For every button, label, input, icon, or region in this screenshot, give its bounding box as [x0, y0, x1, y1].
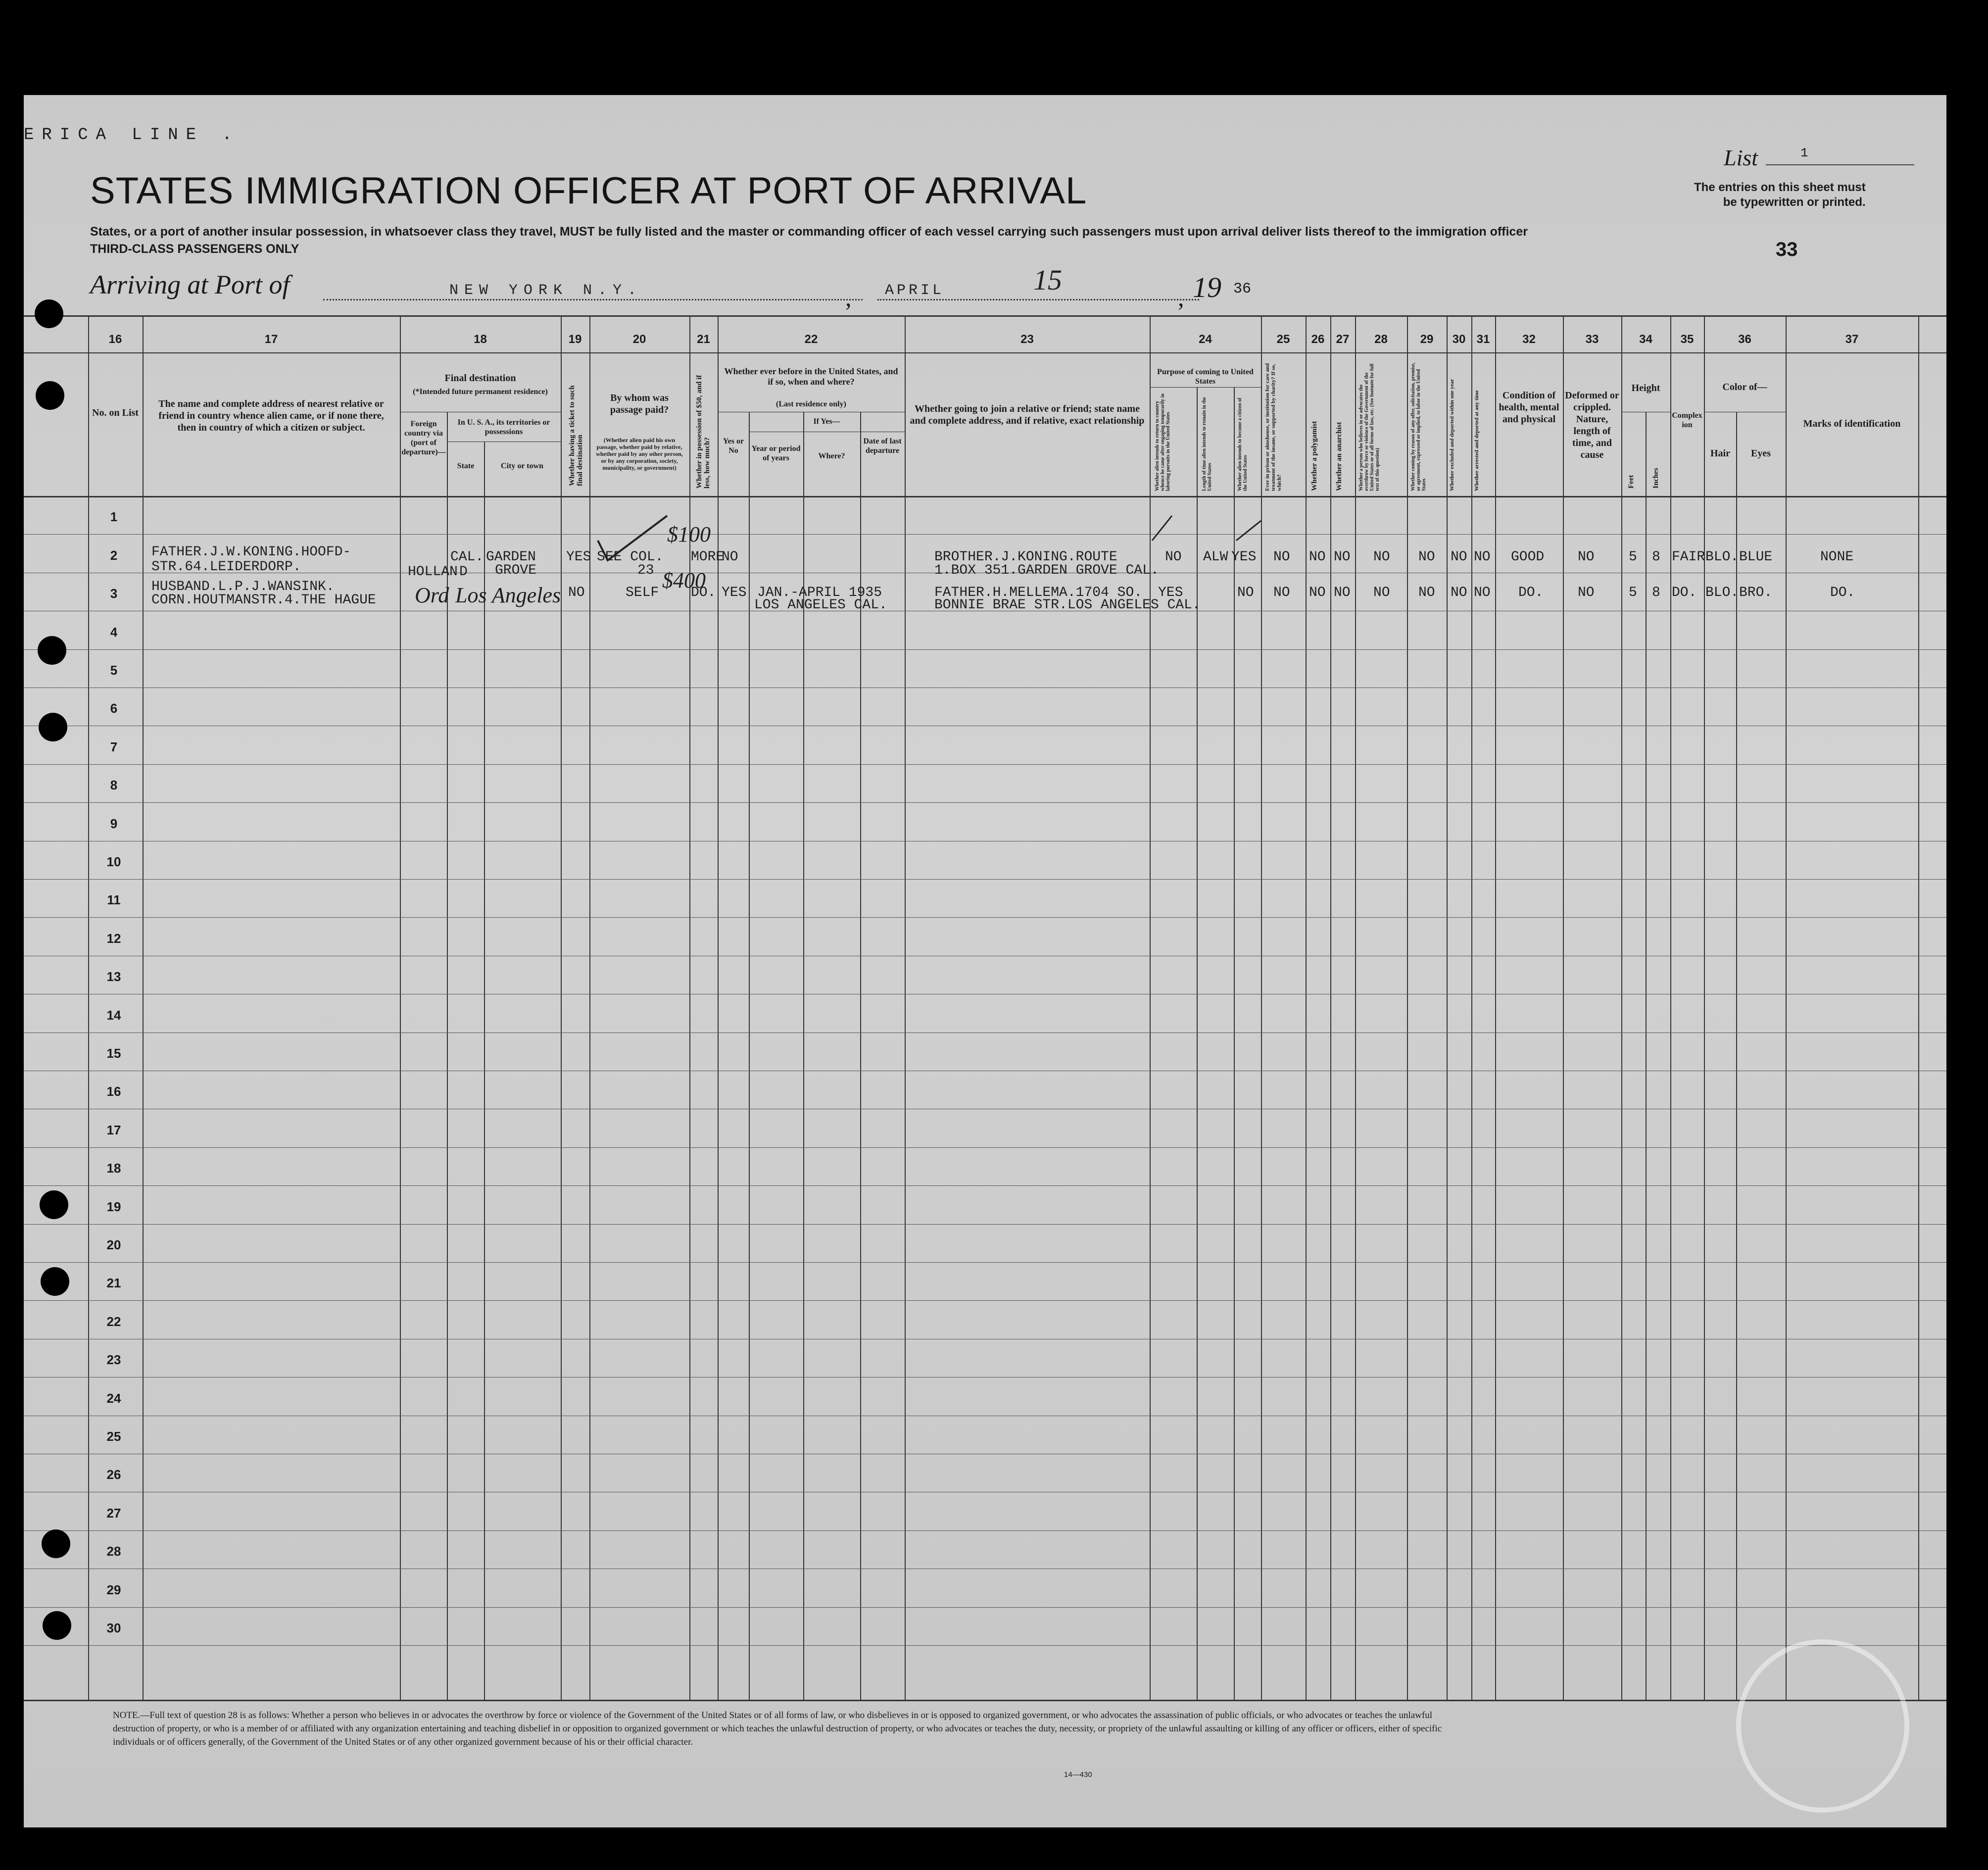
header-hair: Hair	[1710, 448, 1730, 459]
row-divider	[24, 1147, 1946, 1148]
row1-q30: NO	[1451, 549, 1467, 565]
instructions	[1694, 180, 1866, 210]
arriving-label: Arriving at Port of	[90, 270, 290, 299]
row1-q26: NO	[1309, 549, 1326, 565]
header-height: Height	[1631, 383, 1660, 394]
col-num-23: 23	[1020, 333, 1034, 346]
table-top-border	[24, 315, 1946, 317]
row2-q28: NO	[1373, 585, 1390, 600]
row2-health: DO.	[1518, 585, 1544, 600]
row1-q28: NO	[1373, 549, 1390, 565]
row1-deformed: NO	[1578, 549, 1595, 565]
intro-text: States, or a port of another insular possession, in whatsoever class they travel, MUST be fully listed and the master or commanding officer of each vessel carrying such passengers must upon arrival deliver lists thereof to the immigration officer	[90, 225, 1528, 239]
row2-feet: 5	[1629, 585, 1637, 600]
row1-city-line2: GROVE	[495, 563, 537, 578]
row1-foreign-country: HOLLAN	[408, 564, 458, 580]
row-number: 3	[110, 586, 118, 601]
steamship-line-name: ERICA LINE .	[24, 126, 240, 145]
row2-paid-by: SELF	[626, 585, 659, 600]
row-number: 14	[106, 1007, 121, 1023]
row-number: 8	[110, 778, 118, 793]
header-passage-paid-note: (Whether alien paid his own passage, whether paid by relative, whether paid by any other person, or by any corporation, society, municipality, or government)	[596, 437, 683, 471]
header-foreign-country: Foreign country via (port of departure)—	[401, 420, 446, 456]
header-anarchist: Whether an anarchist	[1335, 422, 1343, 491]
row-number: 17	[106, 1122, 121, 1137]
punch-hole-icon	[43, 1611, 71, 1640]
header-color: Color of—	[1722, 382, 1767, 393]
row1-purpose-a: NO	[1165, 549, 1182, 565]
header-fifty-dollars: Whether in possession of $50, and if less, how much?	[695, 375, 711, 489]
row-divider	[24, 1262, 1946, 1263]
col-rule	[749, 412, 750, 1700]
row-number: 5	[110, 663, 118, 678]
punch-hole-icon	[36, 381, 64, 410]
punch-hole-icon	[41, 1267, 69, 1296]
row2-relative-line2: CORN.HOUTMANSTR.4.THE HAGUE	[151, 592, 376, 608]
row-number: 25	[106, 1429, 121, 1444]
row2-complexion: DO.	[1672, 585, 1697, 600]
row-divider	[24, 534, 1946, 535]
row1-relative-line1: FATHER.J.W.KONING.HOOFD-	[151, 544, 351, 560]
header-join-relative: Whether going to join a relative or friend; state name and complete address, and if relative, exact relationship	[910, 403, 1145, 426]
row-divider	[24, 879, 1946, 880]
row2-foreign-hand: Ord	[415, 583, 449, 607]
header-nearest-relative: The name and complete address of nearest relative or friend in country whence alien came, or if none there, then in country of which a citizen or subject.	[158, 398, 384, 433]
col-rule	[1234, 387, 1235, 1700]
year-suffix: 36	[1233, 281, 1252, 297]
row-number: 28	[106, 1544, 121, 1559]
row-number: 1	[110, 509, 118, 525]
row2-relative-line1: HUSBAND.L.P.J.WANSINK.	[151, 579, 335, 594]
row-divider	[24, 1224, 1946, 1225]
row1-paid-by: SEE COL.	[597, 549, 664, 565]
row-number: 9	[110, 816, 118, 831]
row1-city-line1: GARDEN	[486, 549, 536, 565]
col-num-30: 30	[1452, 333, 1466, 346]
footnote: NOTE.—Full text of question 28 is as follows: Whether a person who believes in or advocates the overthrow by force or violence of the Government of the United States or of all forms of law, or who disbelieves in or is opposed to organized government, or who advocates the assassination of public officials, or who advocates or teaches the unlawful destruction of property, or who is a member of or affiliated with any organization entertaining and teaching disbelief in or opposition to organized government or which teaches the unlawful destruction of property, or who advocates or teaches the duty, necessity, or propriety of the unlawful assaulting or killing of any officer or officers, either of specific individuals or of officers generally, of the Government of the United States or of any other organized government because of his or their official character.	[113, 1710, 1442, 1747]
row-number: 10	[106, 854, 121, 869]
header-where: Where?	[818, 452, 845, 460]
header-marks: Marks of identification	[1803, 418, 1901, 429]
header-excluded: Whether excluded and deported within one year	[1449, 379, 1455, 491]
col-num-16: 16	[108, 333, 122, 346]
row1-q25: NO	[1273, 549, 1290, 565]
header-yes-no: Yes or No	[723, 437, 744, 455]
col-rule	[1736, 412, 1737, 1700]
row2-inches: 8	[1652, 585, 1660, 600]
col-num-22: 22	[804, 333, 818, 346]
row1-purpose-c: YES	[1231, 549, 1257, 565]
row2-join-line1: FATHER.H.MELLEMA.1704 SO.	[934, 585, 1143, 600]
header-ticket: Whether having a ticket to such final destination	[568, 385, 584, 486]
passenger-class-label: THIRD-CLASS PASSENGERS ONLY	[90, 242, 299, 256]
row2-city-hand: Los Angeles	[455, 583, 561, 607]
row1-q27: NO	[1334, 549, 1351, 565]
checkmark-icon	[1147, 511, 1266, 545]
row2-q25: NO	[1273, 585, 1290, 600]
col-num-18: 18	[474, 333, 487, 346]
page-title: STATES IMMIGRATION OFFICER AT PORT OF ARRIVAL	[90, 170, 1087, 212]
col-num-34: 34	[1639, 333, 1652, 346]
header-health: Condition of health, mental and physical	[1499, 390, 1559, 425]
row-number: 20	[106, 1237, 121, 1252]
header-overthrow: Whether a person who believes in or advocates the overthrow by force or violence of the Government of the United States or of all forms of law, etc. (See footnote for full text of this question)	[1358, 363, 1380, 491]
header-complexion: Complexion	[1672, 411, 1702, 429]
header-ever-before: Whether ever before in the United States, and if so, when and where?	[724, 366, 898, 387]
col-num-21: 21	[697, 333, 710, 346]
col-num-20: 20	[632, 333, 646, 346]
row-divider	[24, 1185, 1946, 1186]
instructions-line-2: be typewritten or printed.	[1723, 196, 1866, 209]
row1-join-line2: 1.BOX 351.GARDEN GROVE CAL.	[934, 563, 1159, 578]
row2-money-hand: $400	[662, 568, 706, 592]
row2-purpose-c: NO	[1237, 585, 1254, 600]
header-purpose-return: Whether alien intends to return to country whence he came after engaging temporarily in laboring pursuits in the United States	[1155, 394, 1171, 491]
row1-eyes: BLUE	[1739, 549, 1773, 565]
col-num-19: 19	[568, 333, 582, 346]
row2-before-year: JAN.-APRIL 1935	[757, 585, 882, 600]
col-num-32: 32	[1522, 333, 1536, 346]
punch-hole-icon	[40, 1190, 68, 1219]
row1-purpose-b: ALW	[1203, 549, 1228, 565]
header-purpose: Purpose of coming to United States	[1157, 368, 1254, 386]
header-year-period: Year or period of years	[751, 444, 801, 462]
header-final-destination: Final destination	[444, 373, 516, 384]
col-num-25: 25	[1276, 333, 1290, 346]
row-number: 21	[106, 1276, 121, 1291]
row-number: 4	[110, 624, 118, 640]
instructions-line-1: The entries on this sheet must	[1694, 181, 1866, 194]
list-number: 1	[1800, 146, 1808, 160]
row-number: 27	[106, 1505, 121, 1521]
header-feet: Feet	[1627, 475, 1635, 489]
row-number: 18	[106, 1161, 121, 1176]
row1-state: CAL.	[450, 549, 484, 565]
row-number: 12	[106, 931, 121, 946]
col-num-33: 33	[1585, 333, 1599, 346]
row-number: 6	[110, 701, 118, 716]
row1-state-2: D	[459, 564, 468, 580]
list-underline	[1766, 164, 1914, 165]
row-number: 16	[106, 1084, 121, 1099]
row-number: 7	[110, 739, 118, 754]
comma-2: ,	[1178, 284, 1184, 311]
header-if-yes: If Yes—	[813, 417, 840, 426]
month-value: APRIL	[885, 282, 945, 299]
row1-before-yesno: NO	[722, 549, 738, 565]
row2-marks: DO.	[1830, 585, 1855, 600]
col-num-29: 29	[1420, 333, 1434, 346]
row-number: 11	[107, 892, 121, 908]
row2-q26: NO	[1309, 585, 1326, 600]
row2-deformed: NO	[1578, 585, 1595, 600]
col-num-24: 24	[1199, 333, 1212, 346]
punch-hole-icon	[35, 299, 63, 328]
port-value: NEW YORK N.Y.	[449, 282, 643, 299]
row2-purpose-a: YES	[1158, 585, 1183, 600]
form-number: 14—430	[1064, 1771, 1092, 1779]
row2-before-yesno: YES	[722, 585, 747, 600]
row-divider	[24, 1607, 1946, 1608]
row-number: 2	[110, 547, 118, 563]
row1-q29: NO	[1418, 549, 1435, 565]
col-num-17: 17	[264, 333, 278, 346]
row2-join-line2: BONNIE BRAE STR.LOS ANGELES CAL.	[934, 597, 1201, 613]
header-date-departure: Date of last departure	[863, 437, 902, 455]
checkmark-icon	[593, 511, 672, 565]
punch-hole-icon	[42, 1529, 70, 1558]
header-inches: Inches	[1652, 468, 1660, 489]
column-number-border	[24, 352, 1946, 353]
header-bottom-border	[24, 496, 1946, 497]
row-number: 24	[106, 1390, 121, 1406]
header-passage-paid: By whom was passage paid?	[610, 393, 669, 415]
row-number: 29	[106, 1582, 121, 1597]
col-num-37: 37	[1845, 333, 1859, 346]
row-divider	[24, 802, 1946, 803]
row-divider	[24, 649, 1946, 650]
col-num-36: 36	[1738, 333, 1751, 346]
punch-hole-icon	[38, 636, 66, 665]
col-num-35: 35	[1680, 333, 1694, 346]
row2-q29: NO	[1418, 585, 1435, 600]
col-num-31: 31	[1476, 333, 1490, 346]
port-field-line	[323, 299, 863, 300]
row1-paid-by-2: 23	[637, 563, 654, 578]
header-state: State	[457, 462, 475, 470]
row-number: 13	[106, 969, 121, 984]
row-number: 19	[106, 1199, 121, 1214]
row2-hair: BLO.	[1705, 585, 1739, 600]
row1-feet: 5	[1629, 549, 1637, 565]
row2-ticket: NO	[568, 585, 585, 600]
row-number: 30	[106, 1621, 121, 1635]
row1-money-hand: $100	[667, 522, 711, 546]
row1-marks: NONE	[1820, 549, 1854, 565]
row1-q31: NO	[1474, 549, 1491, 565]
manifest-sheet	[24, 95, 1946, 1827]
row2-before-where: LOS ANGELES CAL.	[754, 597, 887, 613]
row-divider	[24, 1300, 1946, 1301]
row2-q31: NO	[1474, 585, 1491, 600]
row-divider	[24, 764, 1946, 765]
col-num-28: 28	[1374, 333, 1388, 346]
comma-1: ,	[845, 284, 852, 311]
header-polygamist: Whether a polygamist	[1310, 421, 1318, 491]
sheet-number: 33	[1776, 239, 1798, 260]
header-last-residence: (Last residence only)	[776, 400, 846, 408]
header-eyes: Eyes	[1751, 448, 1771, 459]
list-label: List	[1724, 145, 1758, 170]
header-in-usa: In U. S. A., its territories or possessions	[457, 418, 550, 436]
col-num-27: 27	[1336, 333, 1350, 346]
row1-relative-line2: STR.64.LEIDERDORP.	[151, 559, 301, 575]
row-divider	[24, 1530, 1946, 1531]
header-final-destination-note: (*Intended future permanent residence)	[413, 388, 548, 396]
embossed-seal-icon	[1736, 1639, 1909, 1813]
col-num-26: 26	[1311, 333, 1325, 346]
row-number: 15	[106, 1046, 121, 1061]
row2-money: DO.	[691, 585, 716, 600]
row1-money: MORE	[691, 549, 725, 565]
row-divider	[24, 1377, 1946, 1378]
date-field-line	[877, 299, 1199, 300]
header-city: City or town	[501, 462, 543, 470]
row-number: 26	[106, 1467, 121, 1482]
punch-hole-icon	[39, 713, 67, 741]
row2-q27: NO	[1334, 585, 1351, 600]
header-purpose-length: Length of time alien intends to remain in the United States	[1202, 397, 1212, 491]
row-number: 23	[106, 1352, 121, 1368]
subhdr-rule	[1150, 387, 1261, 388]
row-divider	[24, 917, 1946, 918]
row1-ticket: YES	[566, 549, 591, 565]
header-purpose-citizen: Whether alien intends to become a citizen of the United States	[1237, 397, 1248, 491]
row-divider	[24, 1645, 1946, 1646]
row1-hair: BLO.	[1705, 549, 1739, 565]
header-deformed: Deformed or crippled. Nature, length of time, and cause	[1565, 390, 1619, 460]
day-value: 15	[1033, 264, 1062, 296]
header-prison: Ever in prison or almshouse, or institution for care and treatment of the insane, or supported by charity? If so, which?	[1264, 363, 1282, 491]
year-prefix: 19	[1193, 271, 1221, 303]
col-rule	[1197, 387, 1198, 1700]
row1-join-line1: BROTHER.J.KONING.ROUTE	[934, 549, 1117, 565]
row-number: 22	[106, 1314, 121, 1329]
col-rule	[1646, 412, 1647, 1700]
row2-eyes: BRO.	[1739, 585, 1773, 600]
table-bottom-border	[24, 1700, 1946, 1701]
row2-q30: NO	[1451, 585, 1467, 600]
row1-complexion: FAIR	[1672, 549, 1705, 565]
row1-health: GOOD	[1511, 549, 1545, 565]
row1-inches: 8	[1652, 549, 1660, 565]
header-no-on-list: No. on List	[92, 407, 139, 418]
header-labor-offer: Whether coming by reason of any offer, solicitation, promise, or agreement, expressed or implied, to labor in the United States	[1410, 362, 1427, 491]
header-arrested: Whether arrested and deported at any time	[1474, 390, 1480, 491]
